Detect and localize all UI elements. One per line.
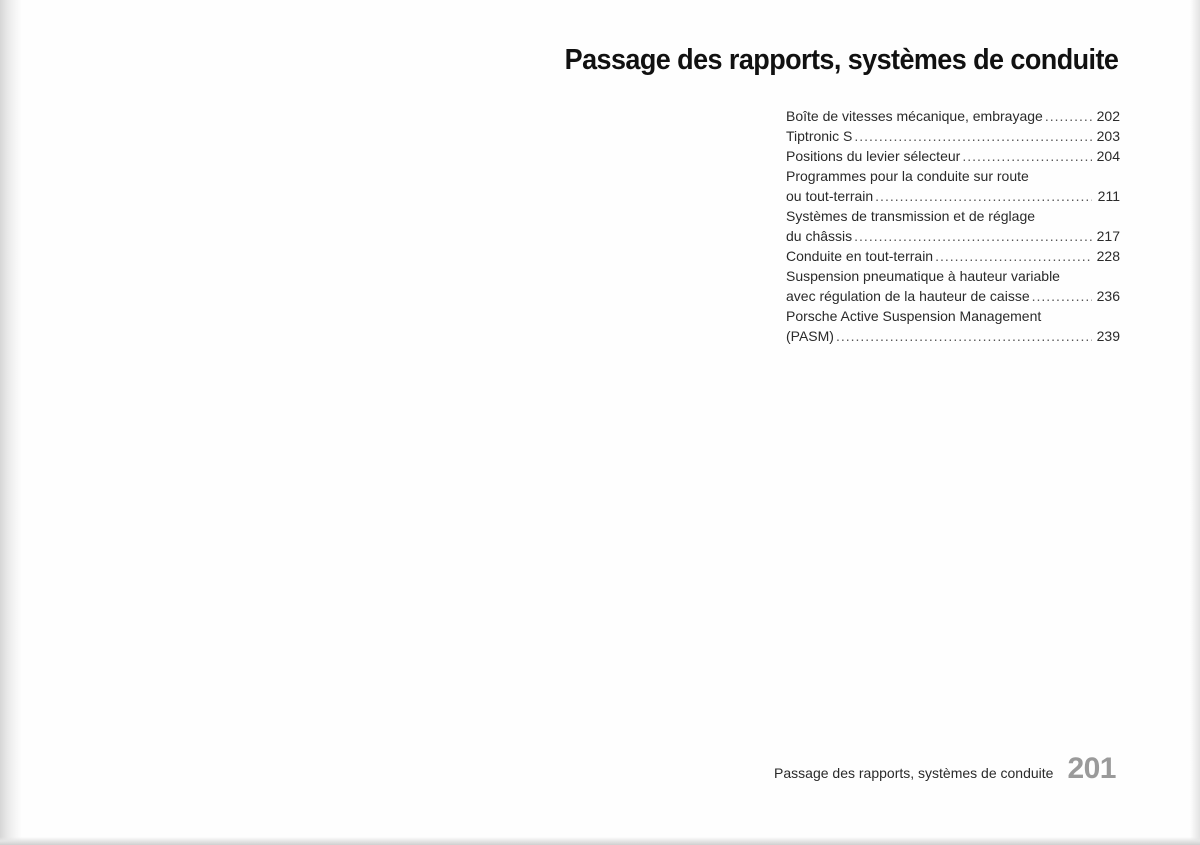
page-footer — [774, 752, 1116, 786]
dot-leader — [836, 326, 1092, 346]
toc-line — [786, 266, 1120, 286]
dot-leader — [1032, 286, 1092, 306]
toc-line — [786, 226, 1120, 246]
toc-line — [786, 146, 1120, 166]
toc-entry — [786, 166, 1120, 206]
page-number: 201 — [1067, 752, 1116, 785]
toc-entry — [786, 126, 1120, 146]
toc-entry-title: Programmes pour la conduite sur route — [786, 168, 1029, 184]
toc-line — [786, 306, 1120, 326]
dot-leader — [875, 186, 1092, 206]
toc-page-number: 202 — [1096, 108, 1120, 124]
toc-page-number: 211 — [1097, 188, 1120, 204]
toc-page-number: 217 — [1096, 228, 1120, 244]
toc-entry-title: Suspension pneumatique à hauteur variable — [786, 268, 1060, 284]
dot-leader — [854, 126, 1092, 146]
toc-entry-title: Porsche Active Suspension Management — [786, 308, 1042, 324]
toc-entry-title: avec régulation de la hauteur de caisse — [786, 288, 1030, 304]
toc-line — [786, 126, 1120, 146]
toc-entry — [786, 266, 1120, 306]
toc-entry — [786, 306, 1120, 346]
table-of-contents — [786, 106, 1120, 346]
page-edge-right — [1190, 0, 1200, 845]
toc-page-number: 239 — [1096, 328, 1120, 344]
toc-entry — [786, 106, 1120, 126]
toc-entry-title: Conduite en tout-terrain — [786, 248, 934, 264]
toc-entry-title: Boîte de vitesses mécanique, embrayage — [786, 108, 1043, 124]
toc-line — [786, 186, 1120, 206]
toc-line — [786, 246, 1120, 266]
toc-entry — [786, 246, 1120, 266]
binding-shadow — [0, 0, 22, 845]
toc-entry-title: ou tout-terrain — [786, 188, 874, 204]
toc-page-number: 203 — [1096, 128, 1120, 144]
toc-entry — [786, 146, 1120, 166]
toc-line — [786, 106, 1120, 126]
toc-entry-title: (PASM) — [786, 328, 834, 344]
toc-page-number: 236 — [1096, 288, 1120, 304]
toc-entry-title: du châssis — [786, 228, 853, 244]
chapter-title: Passage des rapports, systèmes de conduite — [564, 44, 1118, 76]
toc-line — [786, 206, 1120, 226]
toc-entry-title: Systèmes de transmission et de réglage — [786, 208, 1036, 224]
toc-line — [786, 326, 1120, 346]
running-title: Passage des rapports, systèmes de conduite — [774, 765, 1054, 781]
toc-page-number: 228 — [1096, 248, 1120, 264]
dot-leader — [935, 246, 1092, 266]
page-edge-bottom — [0, 837, 1200, 845]
toc-entry-title: Positions du levier sélecteur — [786, 148, 961, 164]
dot-leader — [854, 226, 1092, 246]
toc-line — [786, 286, 1120, 306]
toc-entry — [786, 206, 1120, 246]
toc-entry-title: Tiptronic S — [786, 128, 853, 144]
dot-leader — [1045, 106, 1092, 126]
toc-page-number: 204 — [1096, 148, 1120, 164]
dot-leader — [962, 146, 1092, 166]
toc-line — [786, 166, 1120, 186]
